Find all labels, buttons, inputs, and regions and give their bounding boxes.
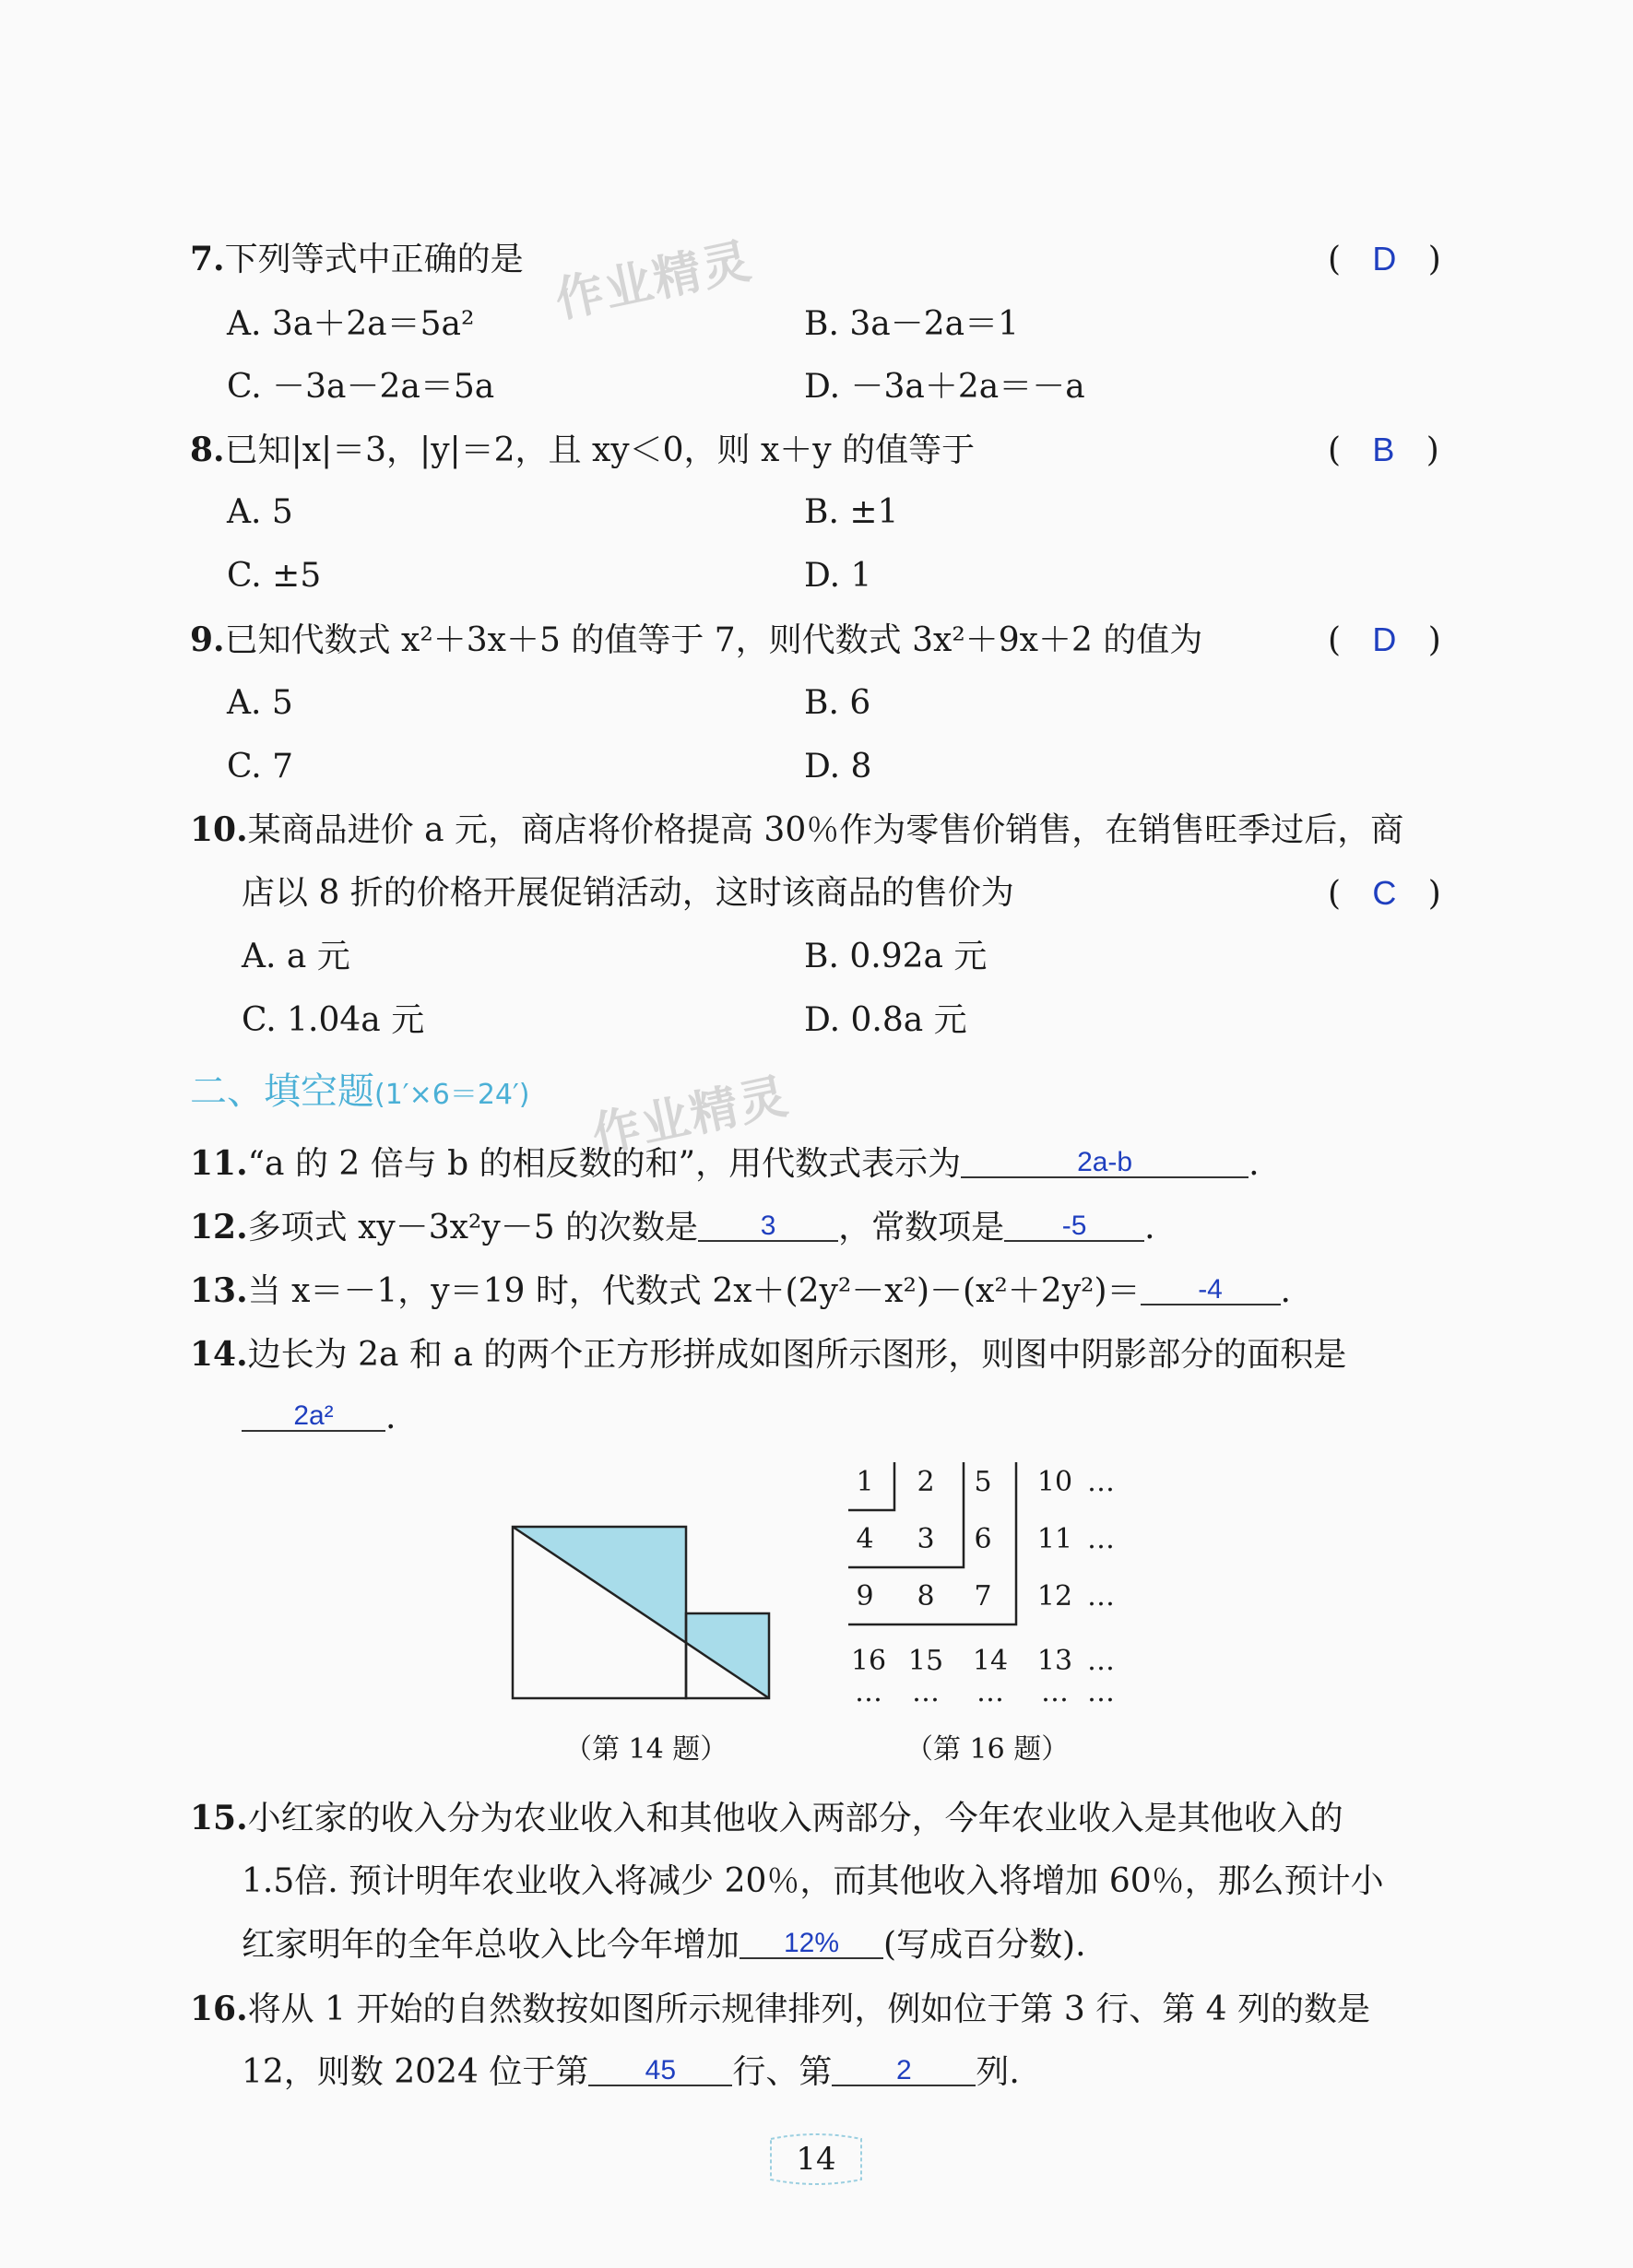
grid-cell: 7 — [974, 1580, 992, 1612]
question-text: 多项式 xy－3x²y－5 的次数是 — [247, 1209, 699, 1246]
option-a: A. 3a＋2a＝5a² — [227, 305, 475, 343]
question-text: 将从 1 开始的自然数按如图所示规律排列，例如位于第 3 行、第 4 列的数是 — [247, 1990, 1371, 2028]
grid-cell: 12 — [1036, 1580, 1073, 1612]
grid-cell: 2 — [917, 1466, 935, 1498]
grid-ellipsis: … — [1087, 1466, 1115, 1498]
answer-blank[interactable]: 12% — [740, 1930, 883, 1959]
answer-bracket-9: ( D ) — [1328, 620, 1441, 659]
option-a: A. a 元 — [242, 938, 350, 975]
answer-choice: D — [1372, 240, 1397, 278]
answer-bracket-8: ( B ) — [1328, 431, 1439, 469]
grid-ellipsis: … — [912, 1676, 940, 1708]
grid-cell: 6 — [974, 1523, 992, 1555]
question-7 — [190, 239, 524, 280]
section-score: (1′×6＝24′) — [374, 1079, 530, 1111]
option-c: C. 7 — [227, 748, 294, 786]
watermark-middle: 作业精灵 — [587, 1069, 795, 1164]
question-number: 11. — [190, 1144, 248, 1183]
grid-ellipsis: … — [1041, 1676, 1069, 1708]
question-text: 某商品进价 a 元，商店将价格提高 30％作为零售价销售，在销售旺季过后，商 — [247, 811, 1404, 849]
period: . — [385, 1399, 396, 1436]
figure-16-caption: （第 16 题） — [905, 1733, 1070, 1766]
question-text: 下列等式中正确的是 — [224, 241, 524, 278]
option-d: D. 1 — [804, 557, 872, 595]
section-heading-fill-blank — [190, 1069, 530, 1117]
question-9 — [190, 620, 1202, 661]
question-16-line2 — [242, 2052, 1020, 2093]
option-b: B. 0.92a 元 — [804, 938, 988, 975]
grid-cell: 15 — [907, 1645, 944, 1677]
question-10-line2: 店以 8 折的价格开展促销活动，这时该商品的售价为 — [242, 874, 1014, 912]
question-text: 当 x＝－1，y＝19 时，代数式 2x＋(2y²－x²)－(x²＋2y²)＝ — [247, 1272, 1141, 1310]
figure-14-caption: （第 14 题） — [564, 1733, 728, 1766]
question-11 — [190, 1143, 1260, 1185]
grid-cell: 9 — [856, 1580, 874, 1612]
answer-blank-constant[interactable]: -5 — [1004, 1212, 1144, 1242]
grid-ellipsis: … — [1087, 1676, 1115, 1708]
question-number: 13. — [190, 1271, 248, 1310]
answer-blank-degree[interactable]: 3 — [698, 1212, 838, 1242]
option-d: D. 8 — [804, 748, 872, 786]
period: . — [1248, 1145, 1260, 1183]
question-number: 8. — [190, 431, 225, 469]
answer-blank-row[interactable]: 45 — [588, 2057, 732, 2086]
answer-blank[interactable]: 2a-b — [961, 1149, 1248, 1178]
grid-cell: 10 — [1036, 1466, 1073, 1498]
grid-cell: 3 — [917, 1523, 935, 1555]
grid-ellipsis: … — [1087, 1523, 1115, 1555]
question-text: 红家明年的全年总收入比今年增加 — [242, 1926, 740, 1964]
option-d: D. －3a＋2a＝－a — [804, 368, 1085, 406]
question-text: 行、第 — [732, 2053, 833, 2091]
period: . — [1144, 1209, 1155, 1246]
question-number: 15. — [190, 1799, 248, 1837]
answer-choice: B — [1372, 431, 1395, 468]
page-number: 14 — [796, 2141, 836, 2178]
question-text: 边长为 2a 和 a 的两个正方形拼成如图所示图形，则图中阴影部分的面积是 — [247, 1336, 1347, 1374]
option-c: C. ±5 — [227, 557, 322, 595]
question-text: 小红家的收入分为农业收入和其他收入两部分，今年农业收入是其他收入的 — [247, 1800, 1343, 1837]
grid-cell: 11 — [1036, 1523, 1073, 1555]
question-number: 12. — [190, 1208, 248, 1246]
answer-choice: C — [1372, 874, 1397, 912]
question-12 — [190, 1207, 1155, 1248]
question-number: 10. — [190, 810, 248, 849]
option-b: B. 3a－2a＝1 — [804, 305, 1019, 343]
grid-cell: 4 — [856, 1523, 874, 1555]
question-8 — [190, 430, 975, 471]
answer-blank-column[interactable]: 2 — [832, 2057, 976, 2086]
question-10 — [190, 809, 1403, 851]
option-a: A. 5 — [227, 493, 293, 531]
question-text: 12，则数 2024 位于第 — [242, 2053, 589, 2091]
question-15-line2: 1.5倍. 预计明年农业收入将减少 20％，而其他收入将增加 60％，那么预计小 — [242, 1862, 1384, 1900]
question-text: 已知|x|＝3，|y|＝2，且 xy＜0，则 x＋y 的值等于 — [224, 431, 976, 469]
question-14 — [190, 1334, 1346, 1376]
answer-bracket-7: ( D ) — [1328, 240, 1441, 278]
question-text: 列. — [976, 2053, 1020, 2091]
option-b: B. ±1 — [804, 493, 899, 531]
grid-cell: 13 — [1036, 1645, 1073, 1677]
grid-ellipsis: … — [855, 1676, 882, 1708]
grid-cell: 16 — [850, 1645, 887, 1677]
option-c: C. －3a－2a＝5a — [227, 368, 495, 406]
grid-ellipsis: … — [976, 1676, 1004, 1708]
question-number: 9. — [190, 620, 225, 659]
section-title: 二、填空题 — [190, 1070, 374, 1113]
option-a: A. 5 — [227, 684, 293, 722]
question-text: “a 的 2 倍与 b 的相反数的和”，用代数式表示为 — [247, 1145, 962, 1183]
option-c: C. 1.04a 元 — [242, 1001, 425, 1039]
question-text: ，常数项是 — [838, 1209, 1005, 1246]
period: . — [1280, 1272, 1291, 1310]
grid-ellipsis: … — [1087, 1645, 1115, 1677]
option-b: B. 6 — [804, 684, 871, 722]
option-d: D. 0.8a 元 — [804, 1001, 967, 1039]
figure-14-squares — [507, 1521, 784, 1715]
question-13 — [190, 1270, 1291, 1312]
grid-cell: 1 — [856, 1466, 874, 1498]
grid-ellipsis: … — [1087, 1580, 1115, 1612]
question-number: 7. — [190, 240, 225, 278]
answer-choice: D — [1372, 620, 1397, 658]
grid-cell: 8 — [917, 1580, 935, 1612]
answer-blank[interactable]: -4 — [1141, 1276, 1281, 1305]
question-text: 已知代数式 x²＋3x＋5 的值等于 7，则代数式 3x²＋9x＋2 的值为 — [224, 621, 1203, 659]
question-number: 16. — [190, 1990, 248, 2028]
grid-cell: 14 — [972, 1645, 1009, 1677]
grid-cell: 5 — [974, 1466, 992, 1498]
question-16 — [190, 1989, 1370, 2030]
question-text: (写成百分数). — [883, 1926, 1086, 1964]
question-14-line2 — [242, 1398, 396, 1438]
question-15 — [190, 1798, 1343, 1839]
answer-blank[interactable]: 2a² — [242, 1402, 385, 1432]
answer-bracket-10: ( C ) — [1328, 874, 1441, 913]
question-15-line3 — [242, 1925, 1086, 1966]
question-number: 14. — [190, 1335, 248, 1374]
watermark-top: 作业精灵 — [550, 233, 758, 329]
